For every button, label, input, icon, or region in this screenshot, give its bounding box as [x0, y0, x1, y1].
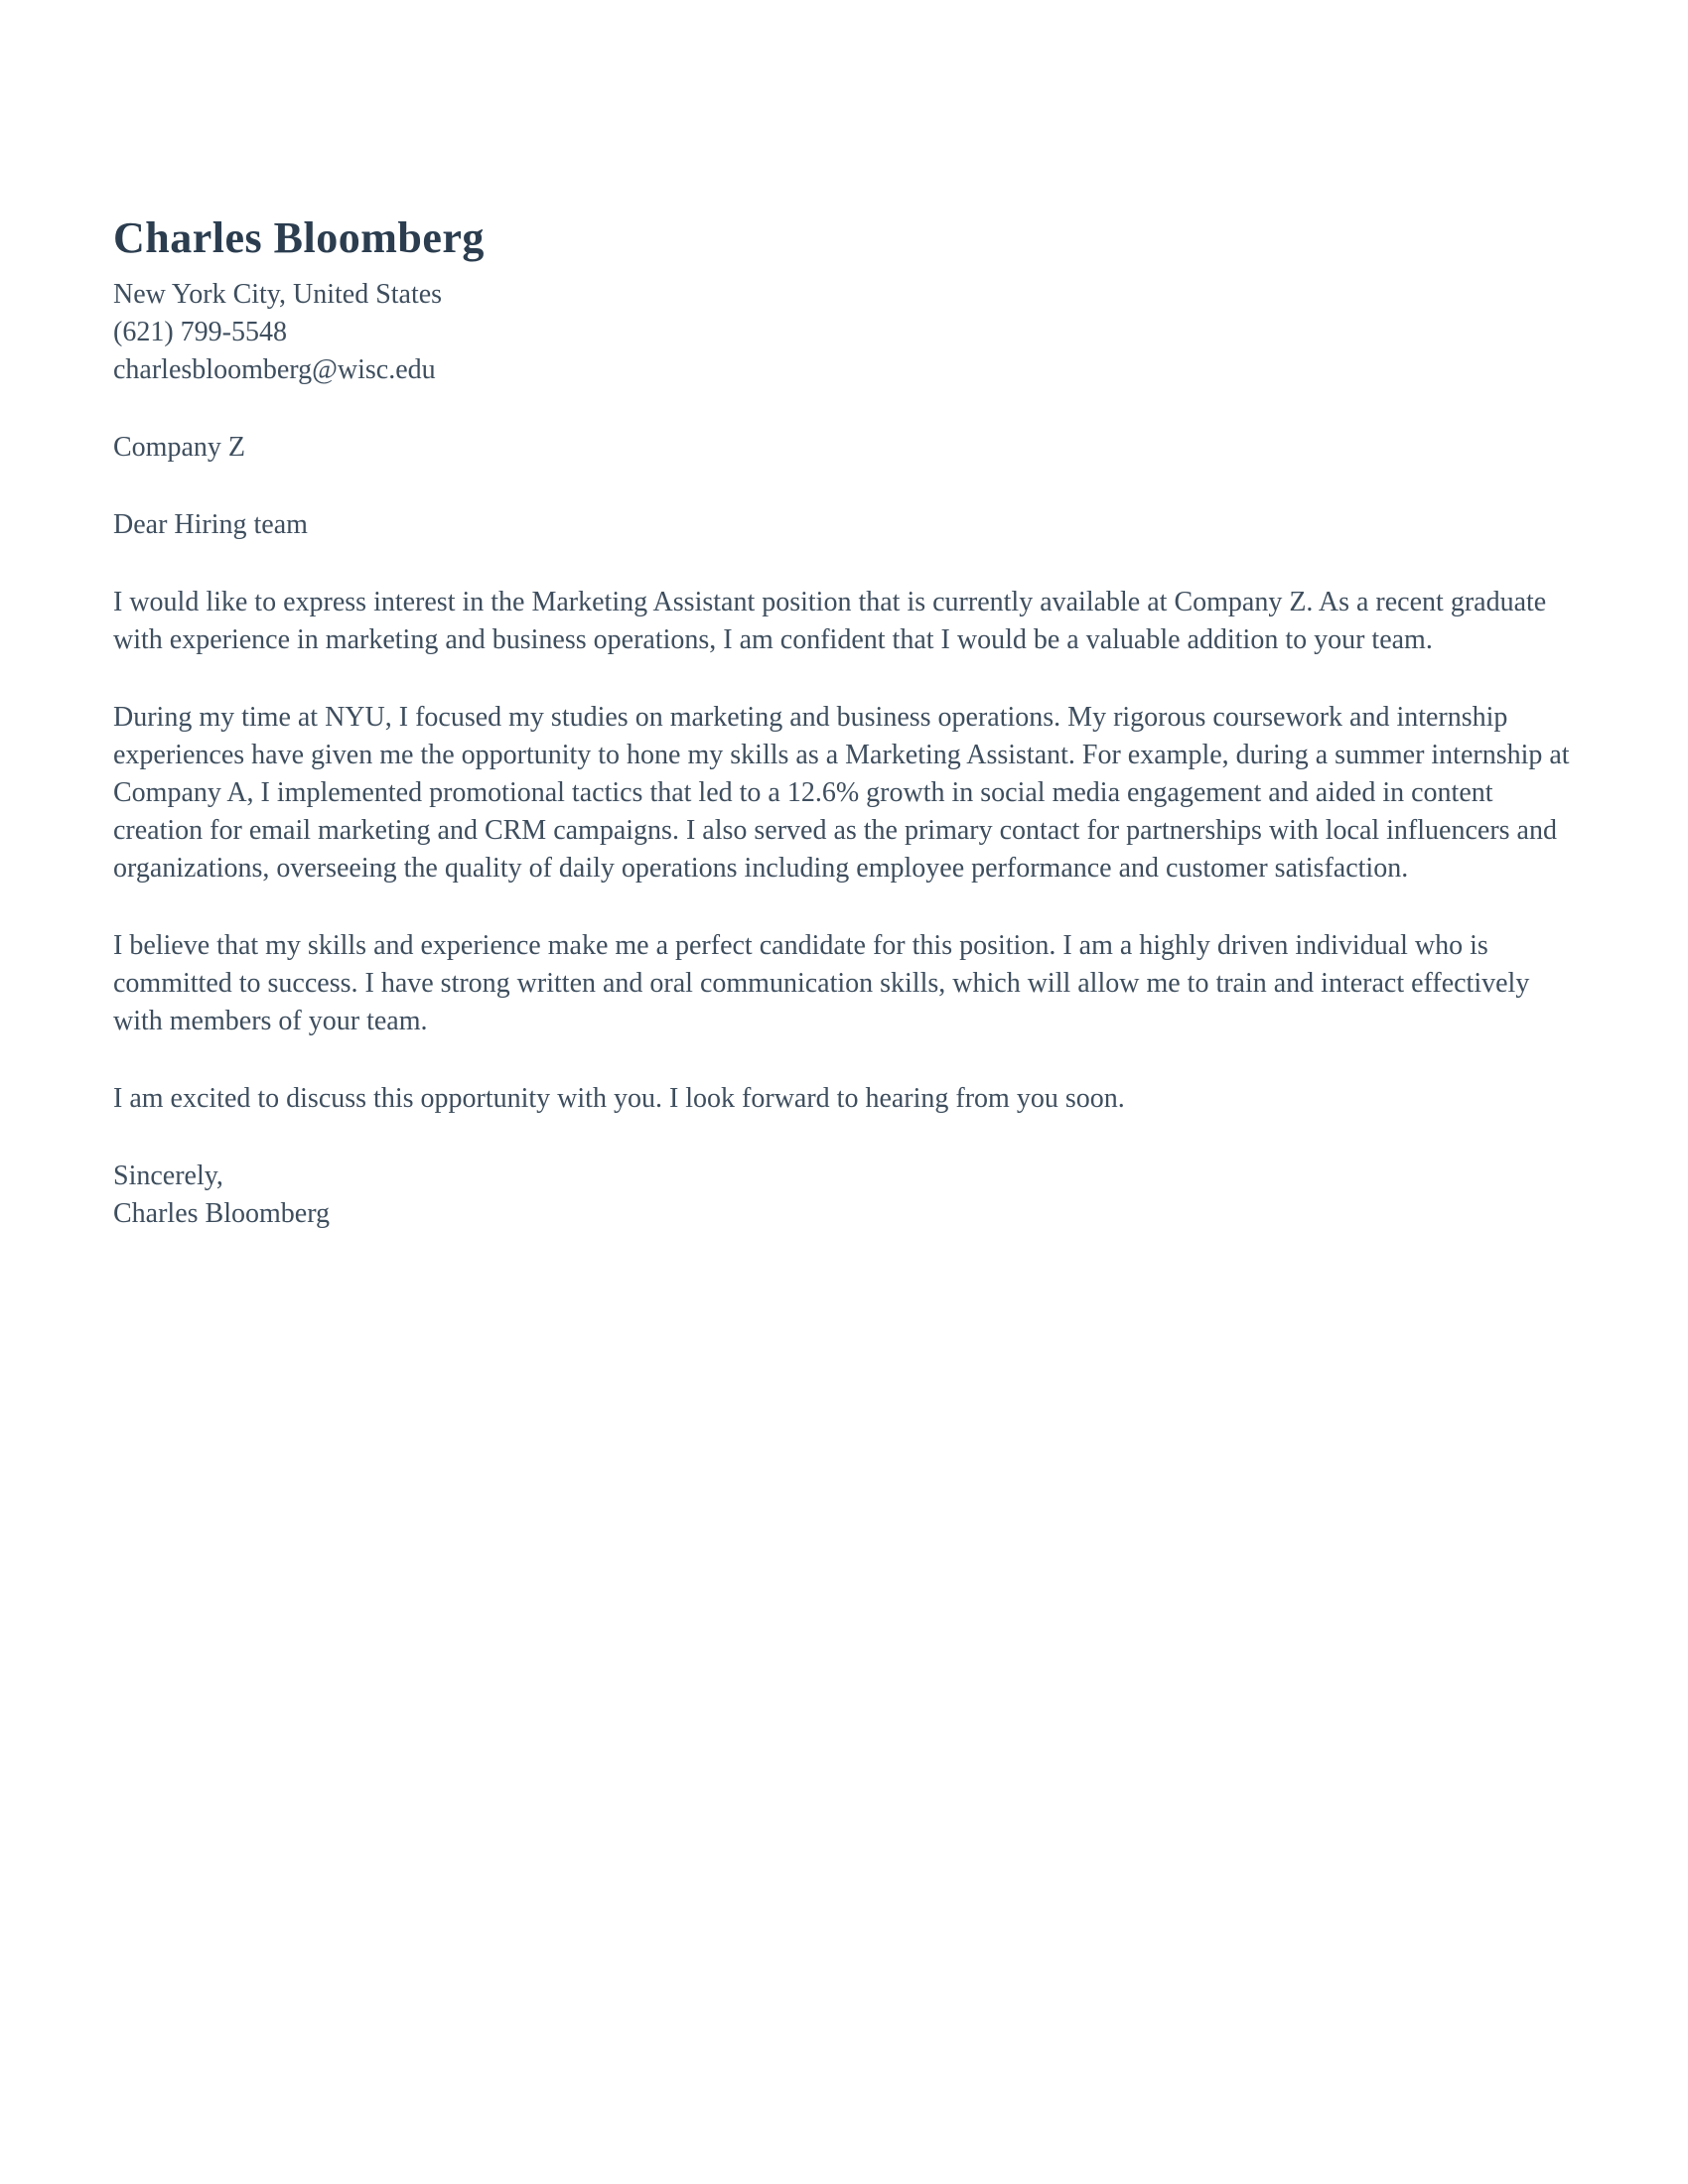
- letter-header: [113, 210, 1577, 389]
- sender-email: charlesbloomberg@wisc.edu: [113, 354, 436, 385]
- paragraph-skills: I believe that my skills and experience make me a perfect candidate for this position. I am a highly driven individual who is committed to success. I have strong written and oral communication skills, which will allow me to train and interact effectively with members of your team.: [113, 930, 1530, 1036]
- salutation: Dear Hiring team: [113, 509, 308, 540]
- signature-name: Charles Bloomberg: [113, 1198, 331, 1229]
- paragraph-experience: During my time at NYU, I focused my studies on marketing and business operations. My rigorous coursework and internship experiences have given me the opportunity to hone my skills as a Marketing Assistant. For example, during a summer internship at Company A, I implemented promotional tactics that led to a 12.6% growth in social media engagement and aided in content creation for email marketing and CRM campaigns. I also served as the primary contact for partnerships with local influencers and organizations, overseeing the quality of daily operations including employee performance and customer satisfaction.: [113, 702, 1570, 884]
- paragraph-introduction: I would like to express interest in the Marketing Assistant position that is currently available at Company Z. As a recent graduate with experience in marketing and business operations, I am confident that I would be a valuable addition to your team.: [113, 587, 1547, 655]
- sender-phone: (621) 799-5548: [113, 317, 287, 347]
- closing-block: [113, 1158, 1577, 1233]
- sender-location: New York City, United States: [113, 279, 443, 310]
- recipient-name: Company Z: [113, 432, 245, 463]
- paragraph-call-to-action: I am excited to discuss this opportunity with you. I look forward to hearing from you soon.: [113, 1083, 1125, 1114]
- sender-name: Charles Bloomberg: [113, 213, 485, 262]
- closing-salutation: Sincerely,: [113, 1160, 223, 1191]
- sender-contact-block: [113, 276, 1577, 389]
